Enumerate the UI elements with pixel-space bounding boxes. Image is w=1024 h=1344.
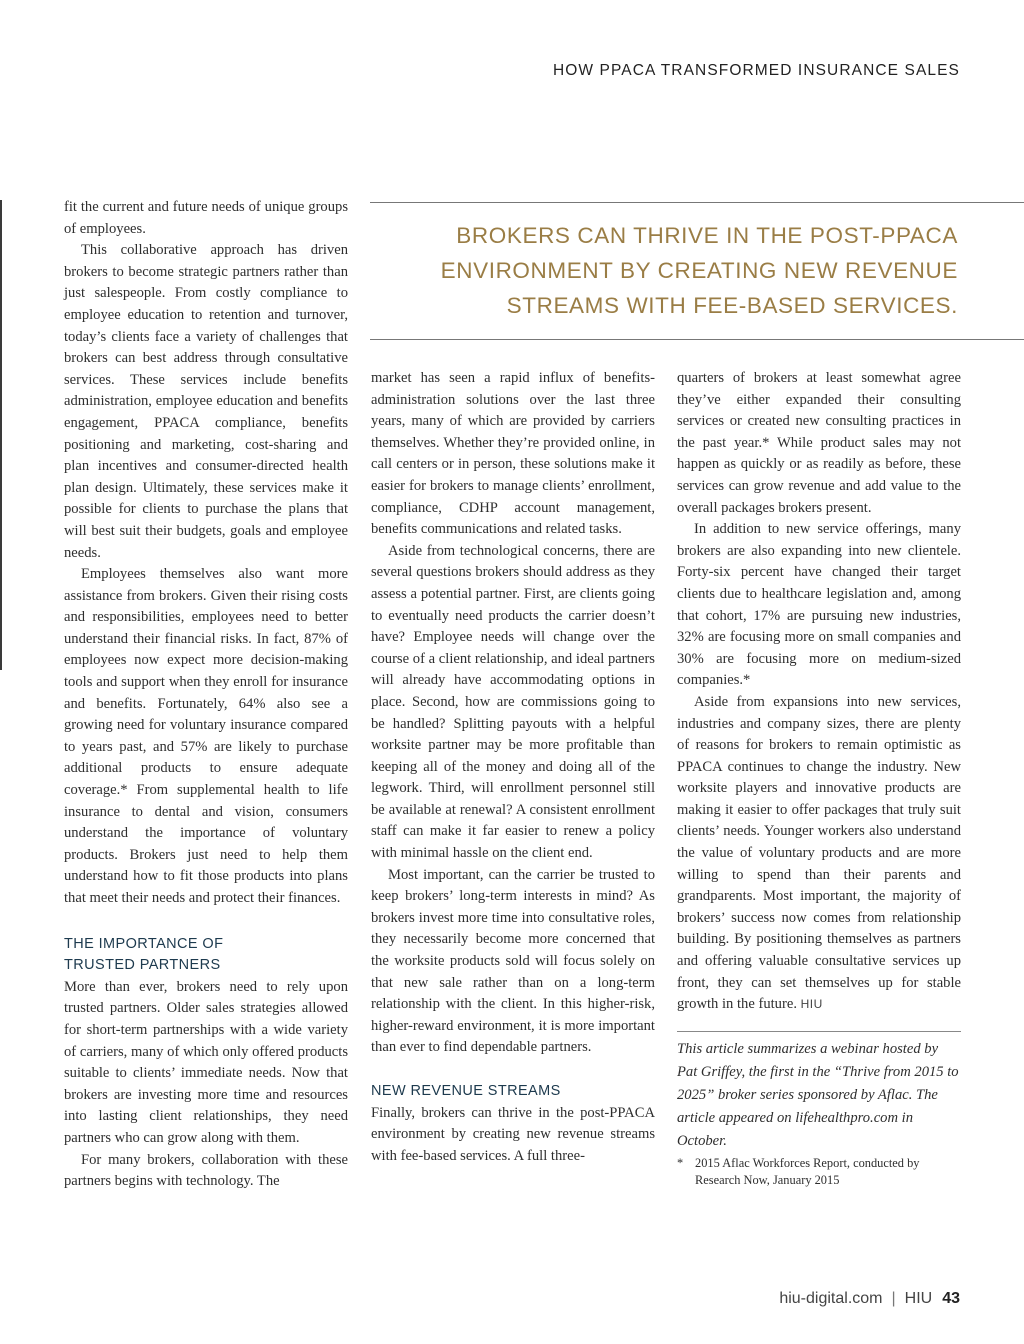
running-head: HOW PPACA TRANSFORMED INSURANCE SALES [552,62,960,79]
column-middle [371,368,655,1167]
note-divider [677,1031,961,1032]
footer-site-link[interactable]: hiu-digital.com [779,1290,883,1307]
left-margin-rule [0,200,2,670]
section-heading-trusted-partners [64,934,348,977]
section-heading-new-revenue-streams: NEW REVENUE STREAMS [371,1083,561,1099]
paragraph: This collaborative approach has driven brokers to become strategic partners rather than just salespeople. From costly compliance to employee education to retention and turnover, today’s clients face a variety of challenges that brokers can best address through consultative services. These services include benefits administration, employee education and benefits engagement, PPACA compliance, benefits positioning and marketing, cost-sharing and plan incentives and consumer-directed health plan design. Ultimately, these services make it possible for clients to purchase the plans that will best suit their budgets, goals and employee needs. [64,242,348,561]
end-mark: HIU [800,997,823,1012]
footnote-marker: * [677,1155,684,1170]
heading-line: TRUSTED PARTNERS [64,957,221,974]
column-left [64,197,348,1193]
column-right [677,368,961,1189]
paragraph: More than ever, brokers need to rely upon trusted partners. Older sales strategies allowed for short-term partnerships with a wide variety of carriers, many of which only offered products suitable to clients’ immediate needs. Now that brokers are investing more time and resources into lasting client relationships, they need partners who can grow along with them. [64,978,348,1146]
page-number: 43 [942,1290,960,1307]
footer-brand: HIU [904,1290,933,1307]
paragraph: In addition to new service offerings, many brokers are also expanding into new clientele. Forty-six percent have changed their target clients due to healthcare legislation and, among that cohort, 17% are pursuing new industries, 32% are focusing more on small companies and 30% are focusing more on medium-sized companies.* [677,521,961,689]
paragraph [677,692,961,1016]
paragraph: Employees themselves also want more assistance from brokers. Given their rising costs and responsibilities, employees need to better understand their financial risks. In fact, 87% of employees now expect more decision-making tools and support when they enroll for insurance and benefits. Fortunately, 64% also see a growing need for voluntary insurance compared to years past, and 57% are likely to purchase additional products to ensure adequate coverage.* From supplemental health to life insurance to dental and vision, consumers understand the importance of voluntary products. Brokers just need to help them understand how to fit those products into plans that meet their needs and protect their finances. [64,566,348,906]
paragraph-text: Aside from expansions into new services, industries and company sizes, there are plenty of reasons for brokers to remain optimistic as PPACA continues to change the industry. New worksite players and innovative products are making it easier to offer packages that truly suit clients’ needs. Younger workers also understand the value of voluntary products and are more willing to spend than their parents and grandparents. Most important, the majority of brokers’ success now comes from relationship building. By positioning themselves as partners and offering valuable consultative services up front, they can set themselves up for stable growth in the future. [677,693,961,1013]
paragraph: Aside from technological concerns, there are several questions brokers should address as they assess a potential partner. First, are clients going to eventually need products the carrier doesn’t have? Employee needs will change over the course of a client relationship, and ideal partners will already have accommodating options in place. Second, how are commissions going to be handled? Splitting payouts with a helpful worksite partner may be more profitable than keeping all of the money and doing all of the legwork. Third, will enrollment personnel still be available at renewal? A consistent enrollment staff can make it far easier to renew a policy with minimal hassle on the client end. [371,542,655,862]
footnote-text: 2015 Aflac Workforces Report, conducted by Research Now, January 2015 [695,1155,920,1187]
paragraph: For many brokers, collaboration with these partners begins with technology. The [64,1151,348,1190]
footer-separator: | [891,1290,896,1307]
paragraph: Finally, brokers can thrive in the post-PPACA environment by creating new revenue streams with fee-based services. A full three- [371,1104,655,1164]
article-note: This article summarizes a webinar hosted by Pat Griffey, the first in the “Thrive from 2015 to 2025” broker series sponsored by Aflac. The article appeared on lifehealthpro.com in October. [677,1040,959,1149]
page-footer [779,1290,960,1308]
paragraph: Most important, can the carrier be trusted to keep brokers’ long-term interests in mind? As brokers invest more time into consultative roles, they necessarily become more concerned that the worksite products sold will focus solely on that new sale rather than on a long-term relationship with the client. In this higher-risk, higher-reward environment, it is more important than ever to find dependable partners. [371,866,655,1056]
pull-quote-line: BROKERS CAN THRIVE IN THE POST-PPACA [456,223,958,248]
footnote [677,1155,961,1189]
paragraph: quarters of brokers at least somewhat agree they’ve either expanded their consulting services or created new consulting practices in the past year.* While product sales may not happen as quickly or as readily as before, these services can grow revenue and add value to the overall packages brokers present. [677,370,961,516]
pull-quote [370,202,1024,340]
paragraph: market has seen a rapid influx of benefits-administration solutions over the last three years, many of which are provided by carriers themselves. Whether they’re provided online, in call centers or in person, these solutions make it easier for brokers to manage clients’ enrollment, compliance, CDHP account management, benefits communications and related tasks. [371,370,655,538]
pull-quote-line: STREAMS WITH FEE-BASED SERVICES. [506,293,958,318]
paragraph: fit the current and future needs of unique groups of employees. [64,199,348,237]
pull-quote-line: ENVIRONMENT BY CREATING NEW REVENUE [440,258,958,283]
heading-line: THE IMPORTANCE OF [64,935,224,952]
